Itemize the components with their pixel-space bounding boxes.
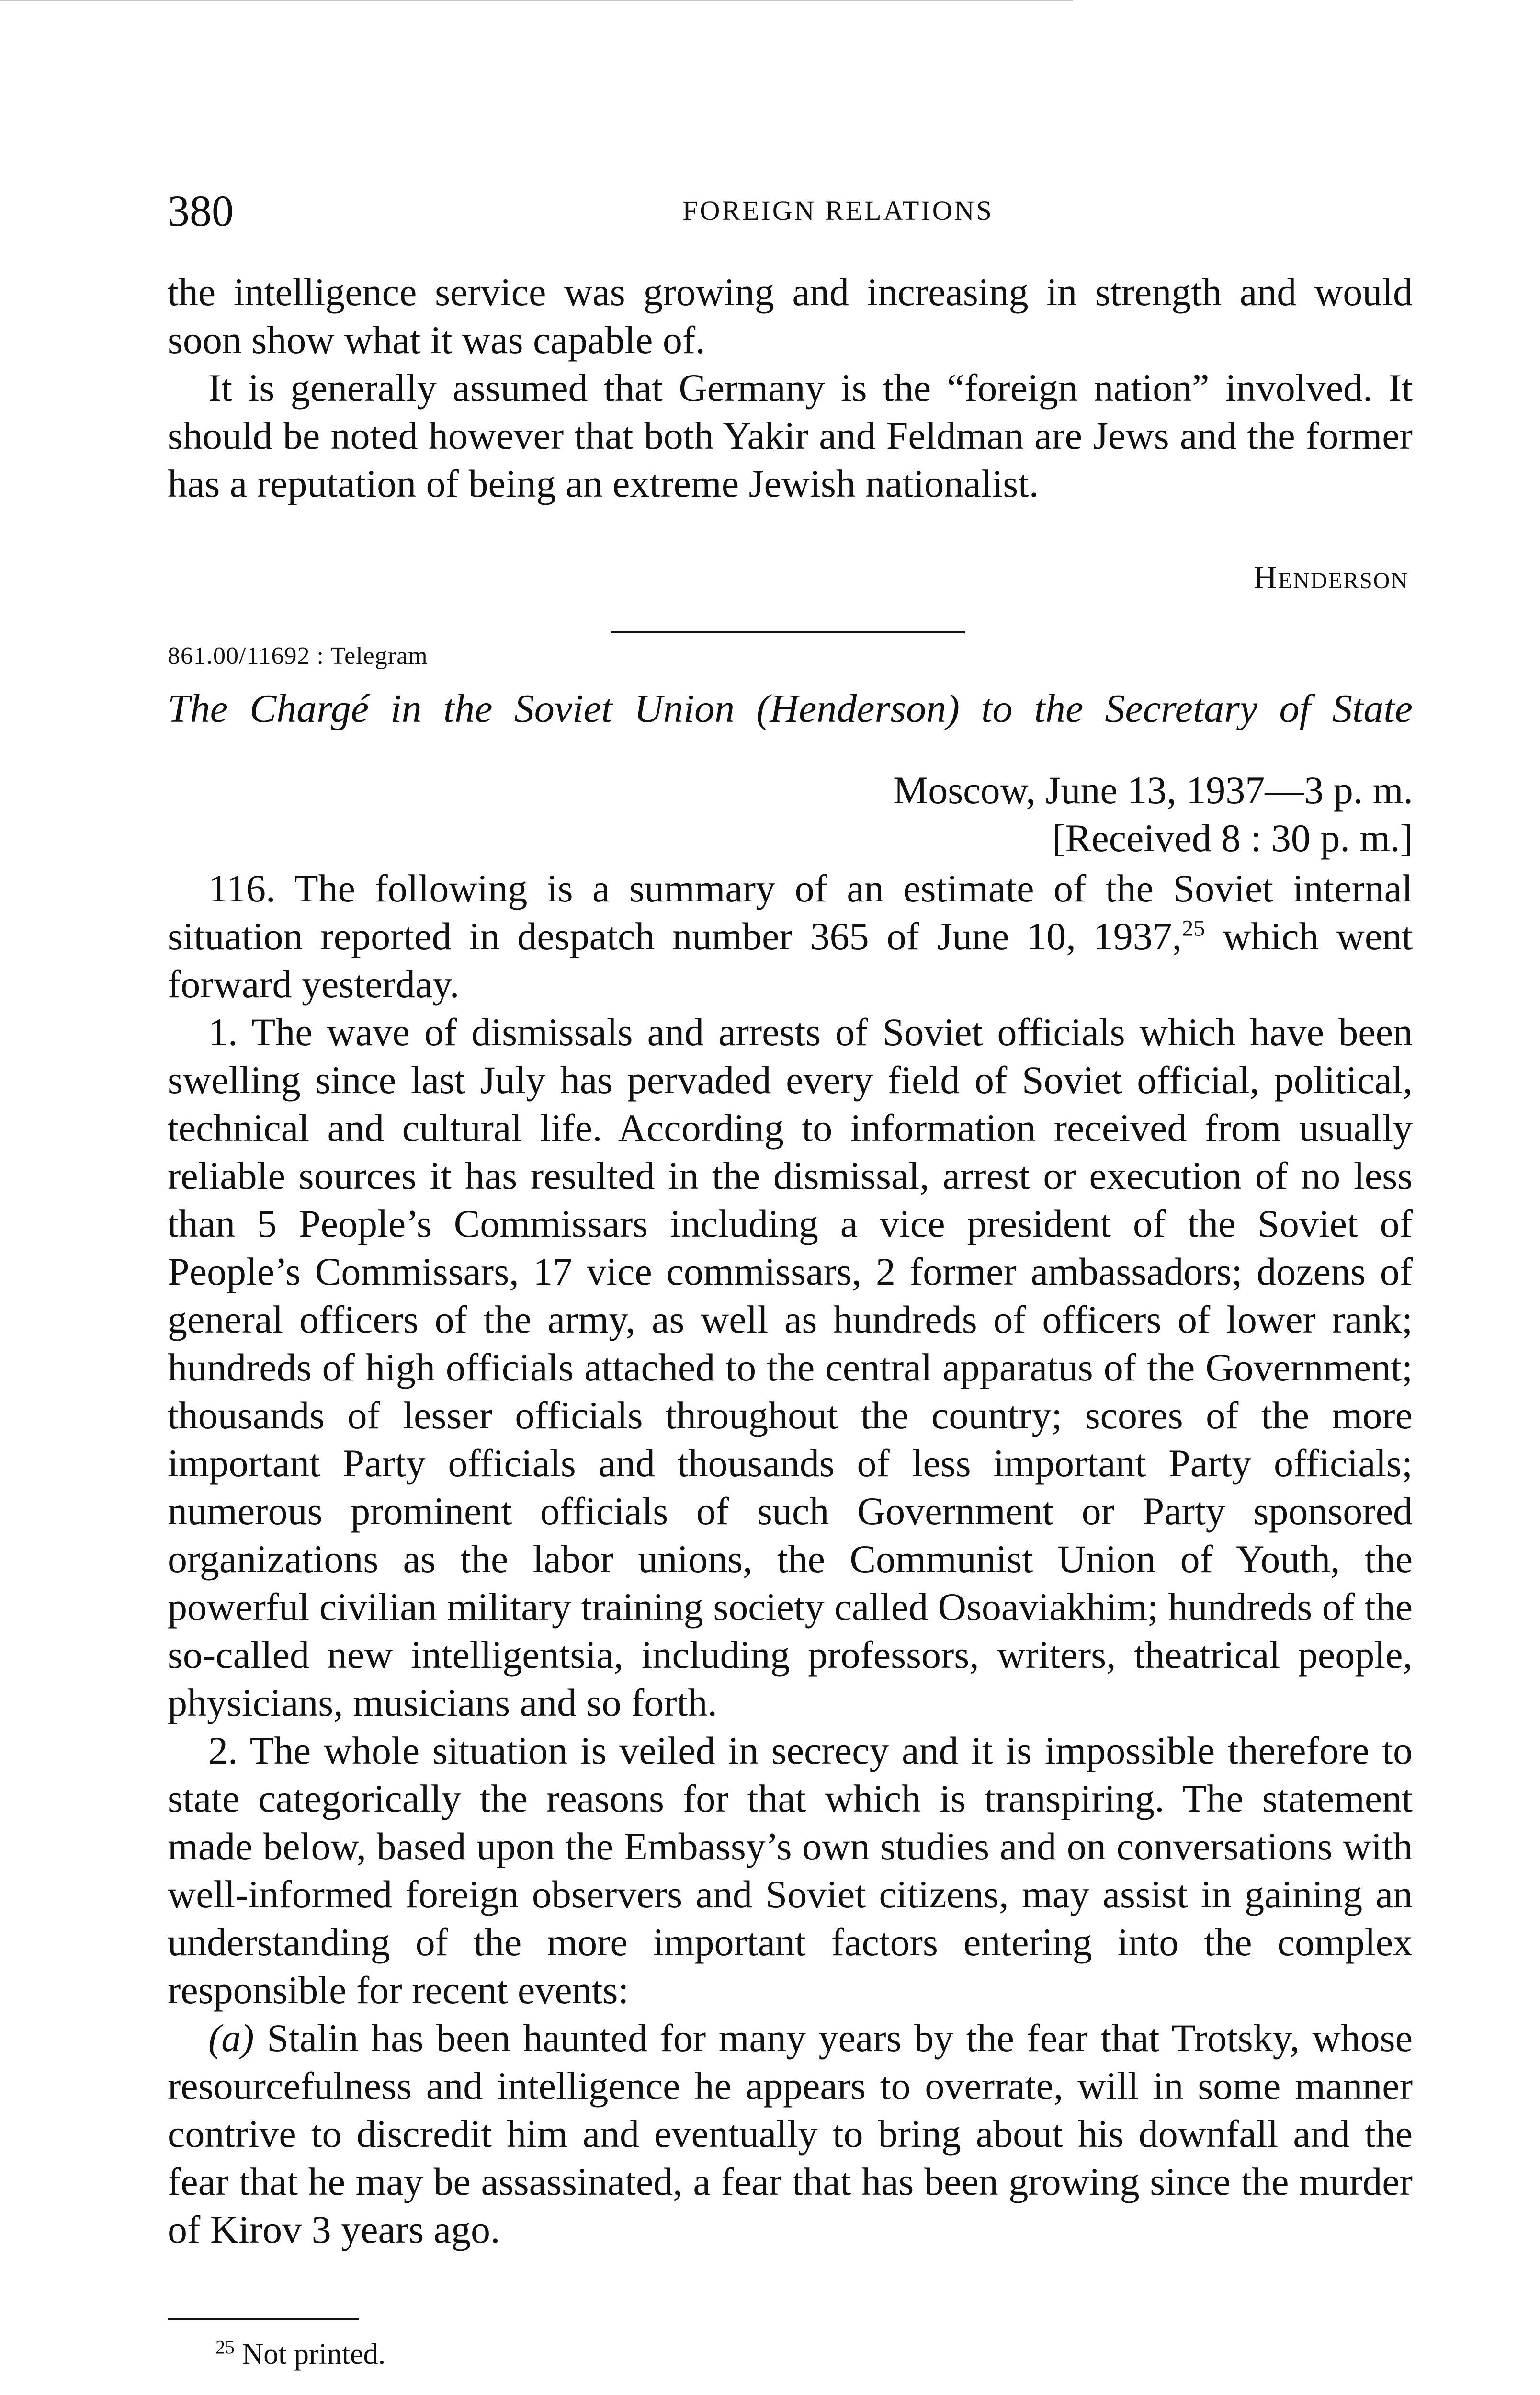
paragraph-2: 2. The whole situation is veiled in secrecy and it is impossible therefore to state categorically the reasons for that which is transpiring. The statement made below, based upon the Embassy’s own studies and on conversations with well-informed foreign observers and Soviet citizens, may assist in gaining an understanding of the more important factors entering into the complex responsible for recent events: (168, 1729, 1413, 2012)
scan-top-edge (0, 0, 1073, 1)
paragraph-116-tail: which went forward yesterday. (168, 914, 1413, 1006)
telegram-body (168, 865, 1413, 2254)
paragraph-116 (168, 865, 1413, 1008)
footnote-mark: 25 (215, 2336, 235, 2358)
paragraph-foreign-nation: It is generally assumed that Germany is the “foreign nation” involved. It should be noted however that both Yakir and Feldman are Jews and the former has a reputation of being an extreme Jewish nationalist. (168, 366, 1413, 505)
footnote-rule (168, 2318, 359, 2320)
paragraph-a-label: (a) (208, 2016, 254, 2060)
footnote-reference-25: 25 (1182, 915, 1205, 941)
signature-henderson: Henderson (1253, 559, 1408, 595)
running-title: FOREIGN RELATIONS (682, 195, 994, 226)
page-number: 380 (168, 186, 234, 235)
section-separator (611, 631, 965, 633)
running-header (168, 182, 1413, 240)
paragraph-116-main: 116. The following is a summary of an estimate of the Soviet internal situation reported in despatch number 365 of June 10, 1937, (168, 867, 1413, 958)
continued-paragraph: the intelligence service was growing and increasing in strength and would soon show what it was capable of. (168, 270, 1413, 362)
received-time: [Received 8 : 30 p. m.] (1052, 816, 1413, 860)
paragraph-a (168, 2014, 1413, 2254)
footnote-25 (215, 2335, 385, 2373)
footnote-text: Not printed. (235, 2338, 386, 2371)
document-title: The Chargé in the Soviet Union (Henderson) to the Secretary of State (168, 686, 1413, 731)
dateline: Moscow, June 13, 1937—3 p. m. (893, 768, 1413, 812)
paragraph-1: 1. The wave of dismissals and arrests of Soviet officials which have been swelling since last July has pervaded every field of Soviet official, political, technical and cultural life. According to information received from usually reliable sources it has resulted in the dismissal, arrest or execution of no less than 5 People’s Commissars including a vice president of the Soviet of People’s Commissars, 17 vice commissars, 2 former ambassadors; dozens of general officers of the army, as well as hundreds of officers of lower rank; hundreds of high officials attached to the central apparatus of the Government; thousands of lesser officials throughout the country; scores of the more important Party officials and thousands of less important Party officials; numerous prominent officials of such Government or Party sponsored organizations as the labor unions, the Communist Union of Youth, the powerful civilian military training society called Osoaviakhim; hundreds of the so-called new intelligentsia, including professors, writers, theatrical people, physicians, musicians and so forth. (168, 1010, 1413, 1724)
file-reference: 861.00/11692 : Telegram (168, 642, 428, 670)
continued-text-block (168, 268, 1413, 508)
paragraph-a-text: Stalin has been haunted for many years by the fear that Trotsky, whose resourcefulness and intelligence he appears to overrate, will in some manner contrive to discredit him and eventually to bring about his downfall and the fear that he may be assassinated, a fear that has been growing since the murder of Kirov 3 years ago. (168, 2016, 1413, 2251)
